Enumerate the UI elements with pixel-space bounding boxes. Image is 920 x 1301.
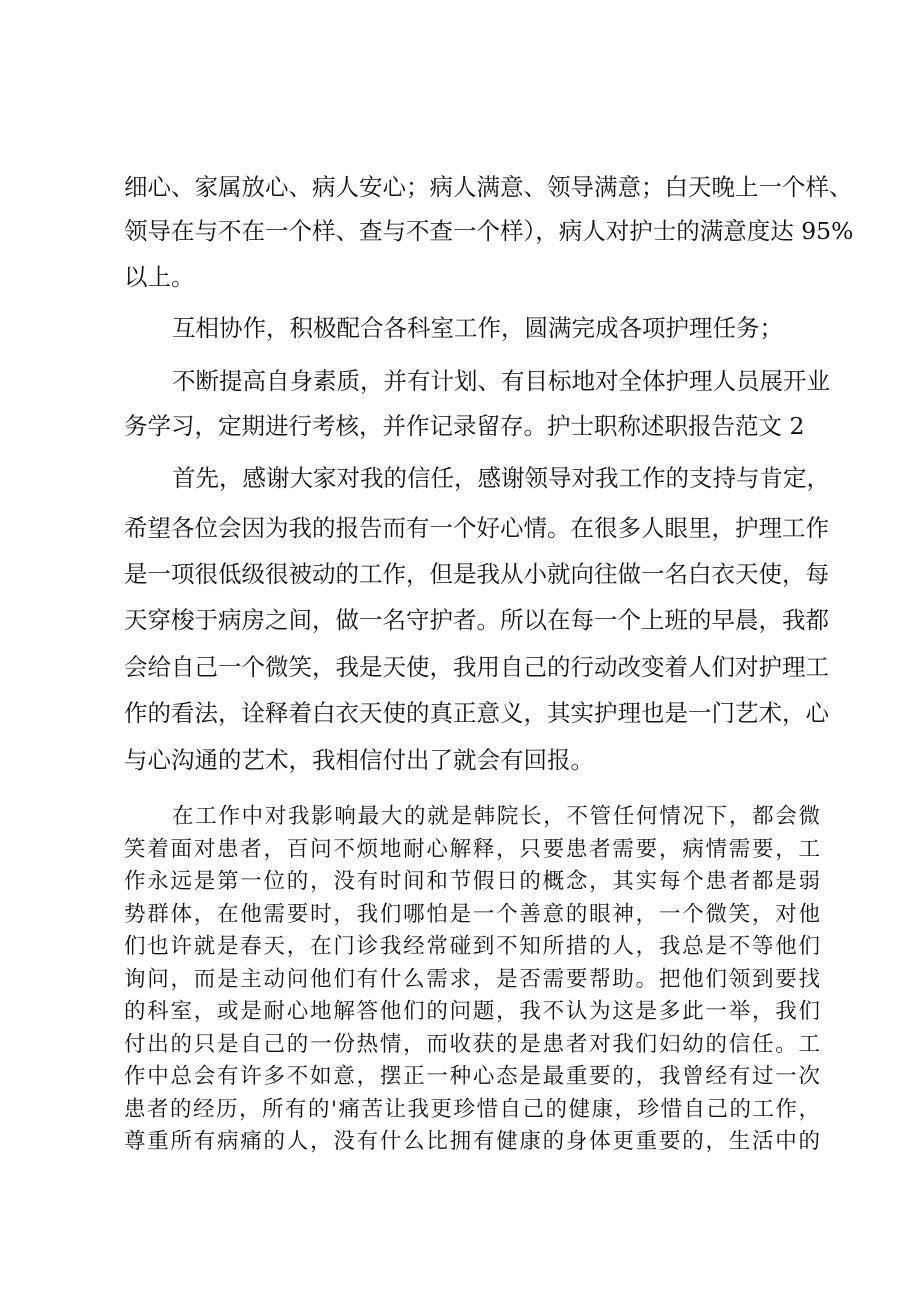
text-line: 是一项很低级很被动的工作，但是我从小就向往做一名白衣天使，每 <box>124 560 829 588</box>
text-line: 付出的只是自己的一份热情，而收获的是患者对我们妇幼的信任。工 <box>124 1032 820 1057</box>
text-line: 询问，而是主动问他们有什么需求，是否需要帮助。把他们领到要找 <box>124 967 820 992</box>
text-line: 的科室，或是耐心地解答他们的问题，我不认为这是多此一举，我们 <box>124 999 820 1024</box>
text-line: 希望各位会因为我的报告而有一个好心情。在很多人眼里，护理工作 <box>124 514 829 542</box>
text-line: 势群体，在他需要时，我们哪怕是一个善意的眼神，一个微笑，对他 <box>124 902 820 927</box>
text-line: 患者的经历，所有的'痛苦让我更珍惜自己的健康，珍惜自己的工作， <box>124 1097 820 1122</box>
text-line: 尊重所有病痛的人，没有什么比拥有健康的身体更重要的，生活中的 <box>124 1129 820 1154</box>
text-line: 互相协作，积极配合各科室工作，圆满完成各项护理任务； <box>172 314 783 342</box>
text-line: 作中总会有许多不如意，摆正一种心态是最重要的，我曾经有过一次 <box>124 1064 820 1089</box>
text-line: 以上。 <box>124 263 195 291</box>
text-line: 会给自己一个微笑，我是天使，我用自己的行动改变着人们对护理工 <box>124 653 829 681</box>
text-line: 与心沟通的艺术，我相信付出了就会有回报。 <box>124 746 594 774</box>
text-line: 作永远是第一位的，没有时间和节假日的概念，其实每个患者都是弱 <box>124 869 820 894</box>
text-line: 作的看法，诠释着白衣天使的真正意义，其实护理也是一门艺术，心 <box>124 699 829 727</box>
text-line: 领导在与不在一个样、查与不查一个样），病人对护士的满意度达 95% <box>124 217 854 245</box>
text-line: 务学习，定期进行考核，并作记录留存。护士职称述职报告范文 2 <box>124 412 805 440</box>
text-line: 首先，感谢大家对我的信任，感谢领导对我工作的支持与肯定， <box>172 464 830 492</box>
text-line: 们也许就是春天，在门诊我经常碰到不知所措的人，我总是不等他们 <box>124 934 820 959</box>
text-line: 笑着面对患者，百问不烦地耐心解释，只要患者需要，病情需要，工 <box>124 837 820 862</box>
text-line: 在工作中对我影响最大的就是韩院长，不管任何情况下，都会微 <box>172 804 820 829</box>
text-line: 不断提高自身素质，并有计划、有目标地对全体护理人员展开业 <box>172 367 830 395</box>
text-line: 天穿梭于病房之间，做一名守护者。所以在每一个上班的早晨，我都 <box>124 606 829 634</box>
text-line: 细心、家属放心、病人安心；病人满意、领导满意；白天晚上一个样、 <box>124 173 853 201</box>
